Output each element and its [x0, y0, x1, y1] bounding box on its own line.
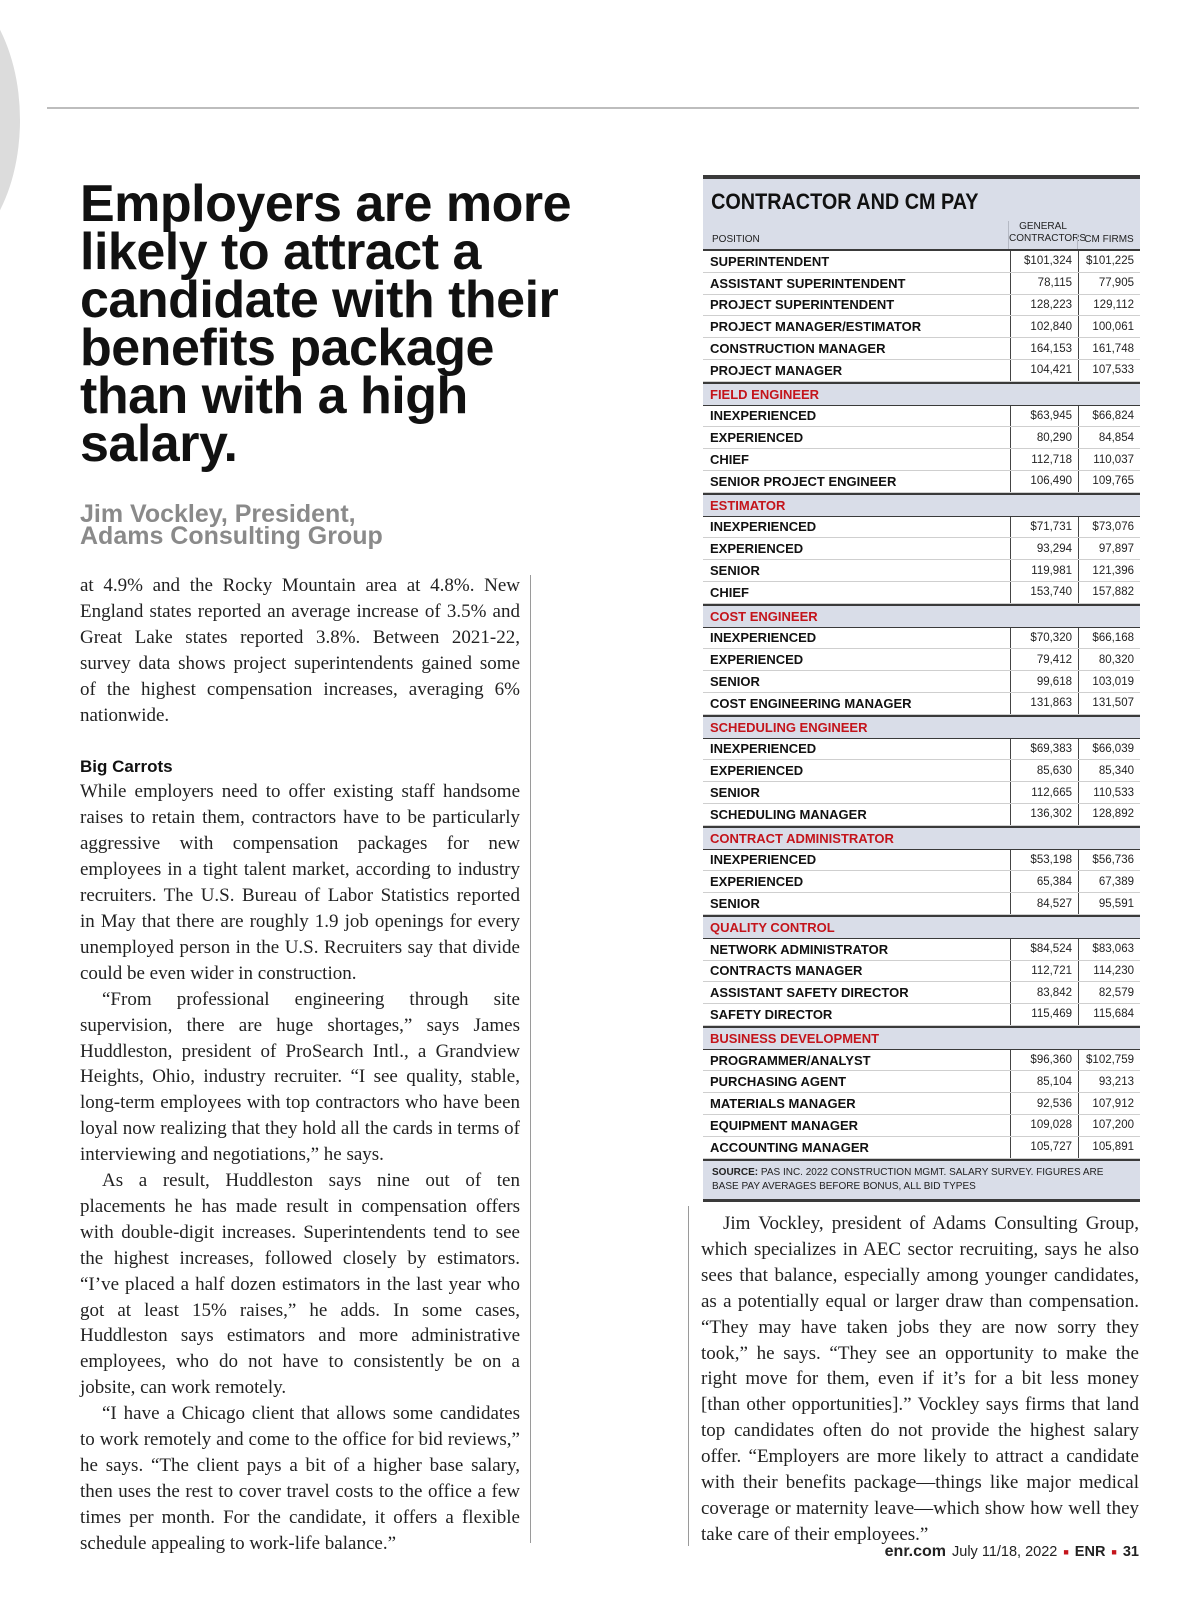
- row-gc-pay: 153,740: [1010, 582, 1078, 603]
- table-row: [703, 982, 1140, 1004]
- row-gc-pay: 109,028: [1010, 1115, 1078, 1136]
- row-gc-pay: $101,324: [1010, 251, 1078, 272]
- row-cm-pay: $101,225: [1078, 251, 1140, 272]
- row-position: CONSTRUCTION MANAGER: [710, 341, 886, 357]
- table-row: [703, 338, 1140, 360]
- row-cm-pay: $73,076: [1078, 517, 1140, 538]
- row-gc-pay: 164,153: [1010, 338, 1078, 359]
- table-row: [703, 360, 1140, 382]
- table-row: [703, 649, 1140, 671]
- header-position: POSITION: [712, 234, 760, 245]
- row-gc-pay: $70,320: [1010, 628, 1078, 649]
- table-row: [703, 693, 1140, 715]
- row-position: SENIOR: [710, 785, 760, 801]
- row-cm-pay: 103,019: [1078, 671, 1140, 692]
- source-label: SOURCE:: [712, 1166, 759, 1178]
- table-row: [703, 782, 1140, 804]
- row-cm-pay: $66,824: [1078, 406, 1140, 427]
- attribution-line: Adams Consulting Group: [80, 522, 383, 550]
- row-position: SENIOR: [710, 896, 760, 911]
- square-icon: ■: [1111, 1547, 1117, 1557]
- row-position: MATERIALS MANAGER: [710, 1096, 856, 1112]
- footer-magazine: ENR: [1074, 1544, 1106, 1560]
- row-position: SUPERINTENDENT: [710, 253, 830, 269]
- row-gc-pay: 79,412: [1010, 649, 1078, 670]
- row-position: SENIOR: [710, 674, 760, 690]
- table-row: [703, 939, 1140, 961]
- column-divider: [530, 575, 531, 1543]
- subhead: Big Carrots: [80, 757, 173, 777]
- table-row: [703, 1115, 1140, 1137]
- row-position: CHIEF: [710, 584, 749, 600]
- table-row: [703, 406, 1140, 428]
- row-position: INEXPERIENCED: [710, 408, 817, 424]
- row-cm-pay: 105,891: [1078, 1137, 1140, 1158]
- row-position: PROGRAMMER/ANALYST: [710, 1052, 871, 1068]
- row-position: SCHEDULING MANAGER: [710, 806, 867, 822]
- table-row: [703, 251, 1140, 273]
- row-position: ASSISTANT SUPERINTENDENT: [710, 275, 906, 291]
- row-gc-pay: 112,721: [1010, 961, 1078, 982]
- row-gc-pay: 106,490: [1010, 471, 1078, 492]
- square-icon: ■: [1063, 1547, 1069, 1557]
- paragraph: at 4.9% and the Rocky Mountain area at 4.8%. New England states reported an average increase of 3.5% and Great Lake states reported 3.8%. Between 2021-22, survey data shows project superintendents gained some of the highest compensation increases, averaging 6% nationwide.: [80, 575, 520, 726]
- row-cm-pay: 109,765: [1078, 471, 1140, 492]
- row-gc-pay: 99,618: [1010, 671, 1078, 692]
- row-position: CONTRACTS MANAGER: [710, 963, 863, 979]
- row-cm-pay: 115,684: [1078, 1004, 1140, 1025]
- row-gc-pay: 65,384: [1010, 871, 1078, 892]
- pull-quote-line: Employers are more: [80, 175, 572, 233]
- row-cm-pay: $83,063: [1078, 939, 1140, 960]
- table-category: SCHEDULING ENGINEER: [703, 715, 1140, 739]
- row-gc-pay: 104,421: [1010, 360, 1078, 381]
- footer-site: enr.com: [884, 1543, 947, 1560]
- pull-quote-attribution: [80, 500, 580, 550]
- row-gc-pay: $69,383: [1010, 739, 1078, 760]
- row-cm-pay: 121,396: [1078, 560, 1140, 581]
- table-row: [703, 804, 1140, 826]
- row-gc-pay: 92,536: [1010, 1093, 1078, 1114]
- table-category: COST ENGINEER: [703, 604, 1140, 628]
- row-cm-pay: 161,748: [1078, 338, 1140, 359]
- table-row: [703, 871, 1140, 893]
- source-text: PAS INC. 2022 CONSTRUCTION MGMT. SALARY SURVEY. FIGURES ARE BASE PAY AVERAGES BEFORE BONUS, ALL BID TYPES: [712, 1166, 1104, 1192]
- top-rule: [47, 107, 1139, 109]
- row-position: SENIOR PROJECT ENGINEER: [710, 473, 897, 489]
- table-row: [703, 1004, 1140, 1026]
- right-article-column: [701, 1211, 1139, 1548]
- paragraph: Jim Vockley, president of Adams Consulting Group, which specializes in AEC sector recruiting, says he also sees that balance, especially among younger candidates, as a potentially equal or larger draw than compensation. “They may have taken jobs they are now sorry they took,” he says. “They see an opportunity to make the right move for them, even if it’s for a bit less money [than other opportunities].” Vockley says firms that land top candidates often do not provide the highest salary offer. “Employers are more likely to attract a candidate with their benefits package—things like major medical coverage or maternity leave—which show how well they take care of their employees.”: [701, 1213, 1139, 1545]
- table-category: QUALITY CONTROL: [703, 915, 1140, 939]
- row-cm-pay: 110,037: [1078, 449, 1140, 470]
- contractor-cm-pay-table: [703, 175, 1140, 1202]
- table-row: [703, 538, 1140, 560]
- row-cm-pay: 114,230: [1078, 961, 1140, 982]
- row-position: INEXPERIENCED: [710, 630, 817, 646]
- row-cm-pay: 157,882: [1078, 582, 1140, 603]
- column-divider: [688, 1206, 689, 1546]
- table-row: [703, 1050, 1140, 1072]
- row-position: PROJECT MANAGER: [710, 362, 843, 378]
- table-row: [703, 295, 1140, 317]
- table-row: [703, 471, 1140, 493]
- row-position: EXPERIENCED: [710, 763, 804, 779]
- table-row: [703, 893, 1140, 915]
- row-gc-pay: 136,302: [1010, 804, 1078, 825]
- row-position: SAFETY DIRECTOR: [710, 1006, 833, 1022]
- row-cm-pay: 107,912: [1078, 1093, 1140, 1114]
- table-title: CONTRACTOR AND CM PAY: [711, 189, 979, 214]
- table-row: [703, 1137, 1140, 1159]
- row-gc-pay: 131,863: [1010, 693, 1078, 714]
- table-row: [703, 760, 1140, 782]
- page-number: 31: [1122, 1544, 1139, 1560]
- header-gc-line: CONTRACTORS: [1009, 233, 1087, 244]
- row-cm-pay: 95,591: [1078, 893, 1140, 914]
- row-gc-pay: 112,665: [1010, 782, 1078, 803]
- table-row: [703, 1071, 1140, 1093]
- row-cm-pay: 107,533: [1078, 360, 1140, 381]
- row-gc-pay: 93,294: [1010, 538, 1078, 559]
- header-cm-firms: CM FIRMS: [1077, 234, 1140, 249]
- row-cm-pay: 129,112: [1078, 295, 1140, 316]
- pull-quote-line: benefits package: [80, 319, 494, 377]
- paragraph: While employers need to offer existing staff handsome raises to retain them, contractors have to be particularly aggressive with compensation packages for new employees in a tight talent market, according to industry recruiters. The U.S. Bureau of Labor Statistics reported in May that there are roughly 1.9 job openings for every unemployed person in the U.S. Recruiters say that divide could be even wider in construction.: [80, 781, 520, 984]
- row-cm-pay: 100,061: [1078, 316, 1140, 337]
- row-position: ASSISTANT SAFETY DIRECTOR: [710, 985, 909, 1001]
- row-cm-pay: $56,736: [1078, 850, 1140, 871]
- table-body: [703, 251, 1140, 1159]
- header-gc-line: GENERAL: [1019, 221, 1067, 232]
- table-category: ESTIMATOR: [703, 493, 1140, 517]
- page-footer: [885, 1543, 1139, 1561]
- row-position: NETWORK ADMINISTRATOR: [710, 941, 889, 957]
- table-row: [703, 582, 1140, 604]
- table-row: [703, 273, 1140, 295]
- table-row: [703, 427, 1140, 449]
- pull-quote-line: candidate with their: [80, 271, 559, 329]
- row-gc-pay: 102,840: [1010, 316, 1078, 337]
- row-gc-pay: $84,524: [1010, 939, 1078, 960]
- table-row: [703, 560, 1140, 582]
- left-article-column: [80, 573, 520, 1557]
- row-cm-pay: 107,200: [1078, 1115, 1140, 1136]
- row-cm-pay: 97,897: [1078, 538, 1140, 559]
- row-cm-pay: 93,213: [1078, 1071, 1140, 1092]
- row-position: EXPERIENCED: [710, 874, 804, 890]
- table-row: [703, 961, 1140, 983]
- row-position: INEXPERIENCED: [710, 741, 817, 757]
- row-position: PROJECT MANAGER/ESTIMATOR: [710, 319, 922, 335]
- pull-quote-line: likely to attract a: [80, 223, 481, 281]
- paragraph: “I have a Chicago client that allows some candidates to work remotely and come to the office for bid reviews,” he says. “The client pays a bit of a higher base salary, then uses the rest to cover travel costs to the office a few times per month. For the candidate, it offers a flexible schedule appealing to work-life balance.”: [80, 1403, 520, 1554]
- pull-quote-line: salary.: [80, 415, 238, 473]
- row-cm-pay: $66,039: [1078, 739, 1140, 760]
- table-row: [703, 316, 1140, 338]
- row-cm-pay: 84,854: [1078, 427, 1140, 448]
- table-row: [703, 517, 1140, 539]
- row-cm-pay: 110,533: [1078, 782, 1140, 803]
- decorative-arc: [0, 0, 20, 260]
- row-cm-pay: 128,892: [1078, 804, 1140, 825]
- row-position: EXPERIENCED: [710, 652, 804, 668]
- row-cm-pay: 67,389: [1078, 871, 1140, 892]
- row-cm-pay: 131,507: [1078, 693, 1140, 714]
- row-position: INEXPERIENCED: [710, 519, 817, 535]
- row-position: COST ENGINEERING MANAGER: [710, 695, 912, 711]
- row-position: SENIOR: [710, 563, 760, 579]
- row-gc-pay: 80,290: [1010, 427, 1078, 448]
- table-category: FIELD ENGINEER: [703, 382, 1140, 406]
- row-gc-pay: 119,981: [1010, 560, 1078, 581]
- paragraph: “From professional engineering through site supervision, there are huge shortages,” says James Huddleston, president of ProSearch Intl., a Grandview Heights, Ohio, industry recruiter. “I see quality, stable, long-term employees with top contractors who have been loyal now realizing that they hold all the cards in terms of interviewing and negotiations,” he says.: [80, 988, 520, 1166]
- row-gc-pay: 85,630: [1010, 760, 1078, 781]
- row-gc-pay: $71,731: [1010, 517, 1078, 538]
- row-position: INEXPERIENCED: [710, 852, 817, 868]
- row-gc-pay: 115,469: [1010, 1004, 1078, 1025]
- row-cm-pay: 85,340: [1078, 760, 1140, 781]
- row-gc-pay: 128,223: [1010, 295, 1078, 316]
- table-row: [703, 671, 1140, 693]
- row-position: EXPERIENCED: [710, 430, 804, 446]
- table-source-note: [703, 1159, 1140, 1199]
- row-gc-pay: 78,115: [1010, 273, 1078, 294]
- row-gc-pay: $63,945: [1010, 406, 1078, 427]
- attribution-line: Jim Vockley, President,: [80, 500, 356, 528]
- row-cm-pay: $102,759: [1078, 1050, 1140, 1071]
- table-row: [703, 850, 1140, 872]
- row-position: CHIEF: [710, 452, 749, 468]
- row-gc-pay: $96,360: [1010, 1050, 1078, 1071]
- row-cm-pay: 80,320: [1078, 649, 1140, 670]
- header-general-contractors: [1008, 221, 1087, 249]
- row-position: EQUIPMENT MANAGER: [710, 1117, 859, 1133]
- pull-quote-line: than with a high: [80, 367, 468, 425]
- row-gc-pay: 83,842: [1010, 982, 1078, 1003]
- table-row: [703, 1093, 1140, 1115]
- row-gc-pay: 84,527: [1010, 893, 1078, 914]
- table-category: CONTRACT ADMINISTRATOR: [703, 826, 1140, 850]
- row-gc-pay: 112,718: [1010, 449, 1078, 470]
- row-cm-pay: 82,579: [1078, 982, 1140, 1003]
- table-header: [703, 215, 1140, 251]
- row-cm-pay: $66,168: [1078, 628, 1140, 649]
- row-position: EXPERIENCED: [710, 541, 804, 557]
- row-cm-pay: 77,905: [1078, 273, 1140, 294]
- row-gc-pay: 105,727: [1010, 1137, 1078, 1158]
- table-category: BUSINESS DEVELOPMENT: [703, 1026, 1140, 1050]
- paragraph: As a result, Huddleston says nine out of ten placements he has made result in compensation offers with double-digit increases. Superintendents tend to see the highest increases, followed closely by estimators. “I’ve placed a half dozen estimators in the last year who got at least 15% raises,” he adds. In some cases, Huddleston says estimators and more administrative employees, who do not have to consistently be on a jobsite, can work remotely.: [80, 1170, 520, 1399]
- table-row: [703, 739, 1140, 761]
- row-gc-pay: $53,198: [1010, 850, 1078, 871]
- row-gc-pay: 85,104: [1010, 1071, 1078, 1092]
- footer-date: July 11/18, 2022: [952, 1544, 1058, 1560]
- pull-quote: [80, 175, 620, 473]
- table-row: [703, 628, 1140, 650]
- row-position: PROJECT SUPERINTENDENT: [710, 297, 895, 313]
- table-row: [703, 449, 1140, 471]
- row-position: ACCOUNTING MANAGER: [710, 1139, 869, 1155]
- row-position: PURCHASING AGENT: [710, 1074, 847, 1090]
